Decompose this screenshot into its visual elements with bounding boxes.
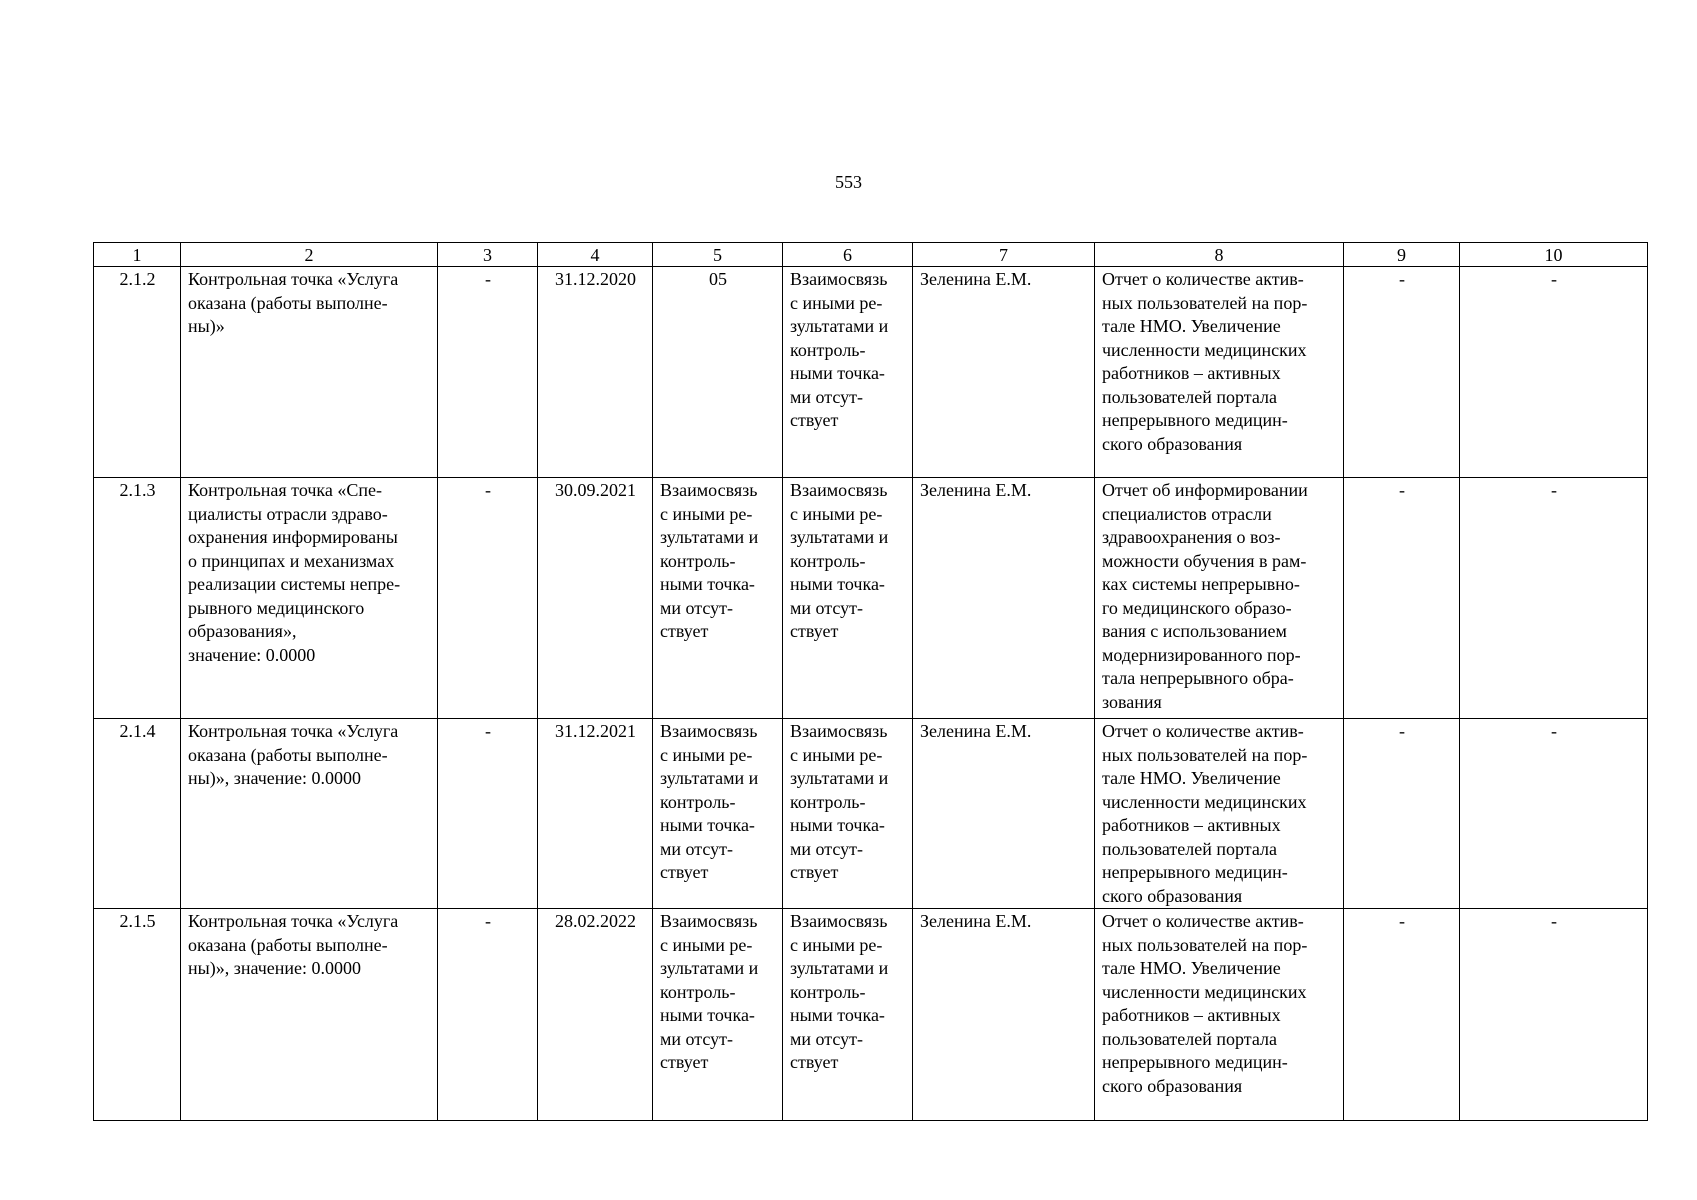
column-header-7: 7 <box>913 243 1095 267</box>
cell-col-10: - <box>1460 478 1648 719</box>
header-row <box>94 243 1648 267</box>
control-point-name: Контрольная точка «Услуга оказана (работы выполне- ны)» <box>181 267 438 478</box>
cell-col-9: - <box>1344 719 1460 909</box>
relationship-cell: Взаимосвязь с иными ре- зультатами и контроль- ными точка- ми отсут- ствует <box>653 909 783 1121</box>
responsible-person: Зеленина Е.М. <box>913 909 1095 1121</box>
relationship-cell: Взаимосвязь с иными ре- зультатами и контроль- ными точка- ми отсут- ствует <box>783 909 913 1121</box>
cell-col-10: - <box>1460 719 1648 909</box>
column-header-9: 9 <box>1344 243 1460 267</box>
column-header-2: 2 <box>181 243 438 267</box>
table-row <box>94 478 1648 719</box>
table-row <box>94 267 1648 478</box>
cell-col-3: - <box>438 719 538 909</box>
responsible-person: Зеленина Е.М. <box>913 478 1095 719</box>
relationship-cell: Взаимосвязь с иными ре- зультатами и контроль- ными точка- ми отсут- ствует <box>653 478 783 719</box>
column-header-5: 5 <box>653 243 783 267</box>
cell-col-3: - <box>438 478 538 719</box>
responsible-person: Зеленина Е.М. <box>913 267 1095 478</box>
cell-col-9: - <box>1344 909 1460 1121</box>
column-header-4: 4 <box>538 243 653 267</box>
relationship-cell: Взаимосвязь с иными ре- зультатами и контроль- ными точка- ми отсут- ствует <box>653 719 783 909</box>
control-point-name: Контрольная точка «Услуга оказана (работы выполне- ны)», значение: 0.0000 <box>181 909 438 1121</box>
deadline-date: 31.12.2021 <box>538 719 653 909</box>
page-number: 553 <box>835 172 862 192</box>
table-row <box>94 909 1648 1121</box>
table-row <box>94 719 1648 909</box>
deadline-date: 28.02.2022 <box>538 909 653 1121</box>
column-header-10: 10 <box>1460 243 1648 267</box>
deadline-date: 31.12.2020 <box>538 267 653 478</box>
cell-col-3: - <box>438 267 538 478</box>
row-number: 2.1.2 <box>94 267 181 478</box>
cell-col-9: - <box>1344 478 1460 719</box>
row-number: 2.1.5 <box>94 909 181 1121</box>
relationship-cell: Взаимосвязь с иными ре- зультатами и контроль- ными точка- ми отсут- ствует <box>783 267 913 478</box>
control-point-name: Контрольная точка «Спе- циалисты отрасли здраво- охранения информированы о принципах и механизмах реализации системы непре- рывного медицинского образования», значение: 0.0000 <box>181 478 438 719</box>
column-header-1: 1 <box>94 243 181 267</box>
row-number: 2.1.4 <box>94 719 181 909</box>
cell-col-10: - <box>1460 267 1648 478</box>
report-description: Отчет о количестве актив- ных пользователей на пор- тале НМО. Увеличение численности медицинских работников – активных пользователей портала непрерывного медицин- ского образования <box>1095 909 1344 1121</box>
relationship-cell: Взаимосвязь с иными ре- зультатами и контроль- ными точка- ми отсут- ствует <box>783 719 913 909</box>
cell-col-3: - <box>438 909 538 1121</box>
report-description: Отчет о количестве актив- ных пользователей на пор- тале НМО. Увеличение численности медицинских работников – активных пользователей портала непрерывного медицин- ского образования <box>1095 719 1344 909</box>
column-header-3: 3 <box>438 243 538 267</box>
responsible-person: Зеленина Е.М. <box>913 719 1095 909</box>
report-description: Отчет о количестве актив- ных пользователей на пор- тале НМО. Увеличение численности медицинских работников – активных пользователей портала непрерывного медицин- ского образования <box>1095 267 1344 478</box>
cell-col-9: - <box>1344 267 1460 478</box>
control-points-table <box>93 242 1648 1121</box>
cell-col-5: 05 <box>653 267 783 478</box>
cell-col-10: - <box>1460 909 1648 1121</box>
column-header-6: 6 <box>783 243 913 267</box>
column-header-8: 8 <box>1095 243 1344 267</box>
deadline-date: 30.09.2021 <box>538 478 653 719</box>
relationship-cell: Взаимосвязь с иными ре- зультатами и контроль- ными точка- ми отсут- ствует <box>783 478 913 719</box>
report-description: Отчет об информировании специалистов отрасли здравоохранения о воз- можности обучения в рам- ках системы непрерывно- го медицинского образо- вания с использованием модернизированного пор- тала непрерывного обра- зования <box>1095 478 1344 719</box>
control-point-name: Контрольная точка «Услуга оказана (работы выполне- ны)», значение: 0.0000 <box>181 719 438 909</box>
row-number: 2.1.3 <box>94 478 181 719</box>
